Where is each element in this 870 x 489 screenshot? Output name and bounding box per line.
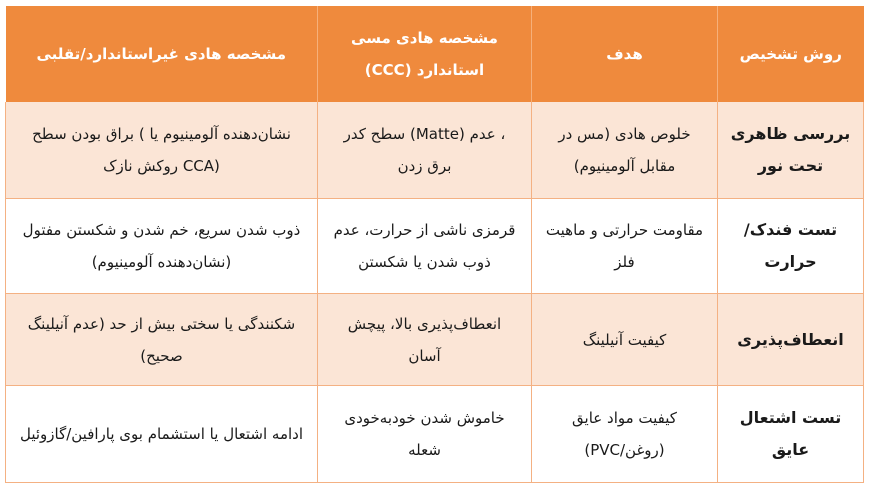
header-row <box>6 6 864 102</box>
comparison-table-wrapper <box>5 6 863 483</box>
header-standard: مشخصه هادی مسی استاندارد (CCC) <box>318 6 532 102</box>
cell-standard: قرمزی ناشی از حرارت، عدم ذوب شدن یا شکستن <box>318 199 532 294</box>
cell-standard: خاموش شدن خودبه‌خودی شعله <box>318 386 532 483</box>
cell-nonstandard: ذوب شدن سریع، خم شدن و شکستن مفتول (نشان‌دهنده آلومینیوم) <box>6 199 318 294</box>
cell-nonstandard: نشان‌دهنده آلومینیوم یا ) براق بودن سطح (CCA روکش نازک <box>6 102 318 199</box>
table-row <box>6 294 864 386</box>
cell-method: تست فندک/حرارت <box>718 199 864 294</box>
table-row <box>6 199 864 294</box>
cell-goal: خلوص هادی (مس در مقابل آلومینیوم) <box>532 102 718 199</box>
cell-nonstandard: شکنندگی یا سختی بیش از حد (عدم آنیلینگ صحیح) <box>6 294 318 386</box>
cell-nonstandard: ادامه اشتعال یا استشمام بوی پارافین/گازوئیل <box>6 386 318 483</box>
cell-goal: کیفیت آنیلینگ <box>532 294 718 386</box>
header-nonstandard: مشخصه هادی غیراستاندارد/تقلبی <box>6 6 318 102</box>
comparison-table <box>5 6 864 483</box>
cell-goal: مقاومت حرارتی و ماهیت فلز <box>532 199 718 294</box>
cell-method: تست اشتعال عایق <box>718 386 864 483</box>
cell-standard: ، عدم (Matte) سطح کدر برق زدن <box>318 102 532 199</box>
header-method: روش تشخیص <box>718 6 864 102</box>
cell-standard: انعطاف‌پذیری بالا، پیچش آسان <box>318 294 532 386</box>
table-row <box>6 386 864 483</box>
cell-method: انعطاف‌پذیری <box>718 294 864 386</box>
cell-method: بررسی ظاهری تحت نور <box>718 102 864 199</box>
cell-goal: کیفیت مواد عایق (روغن/PVC) <box>532 386 718 483</box>
table-row <box>6 102 864 199</box>
header-goal: هدف <box>532 6 718 102</box>
